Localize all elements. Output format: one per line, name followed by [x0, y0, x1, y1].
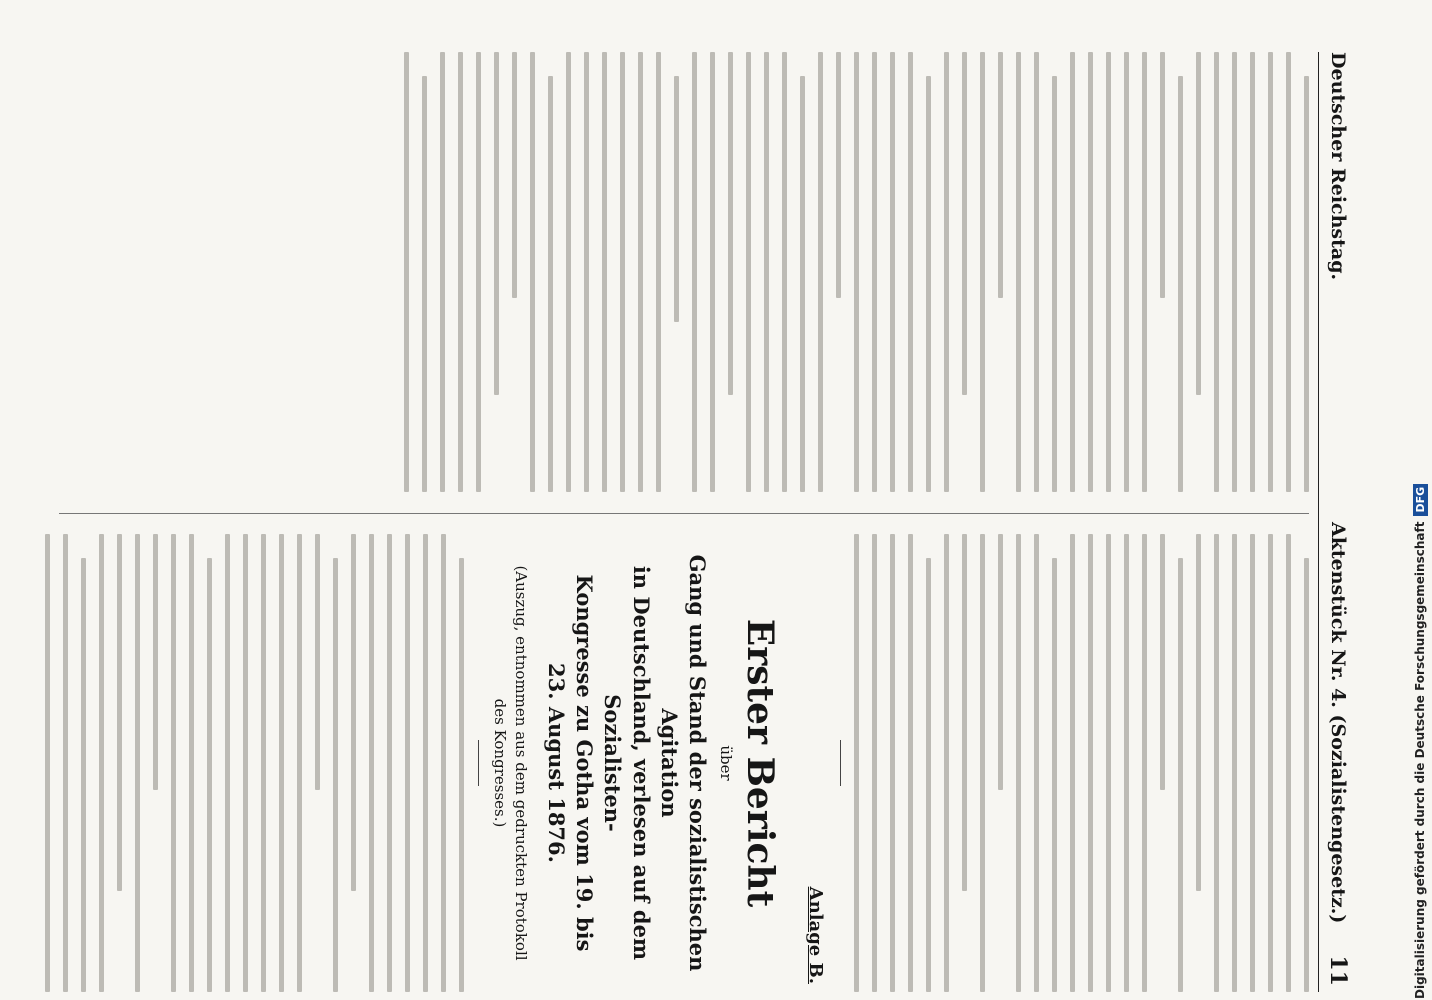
text-line	[1178, 558, 1183, 992]
text-line	[782, 52, 787, 492]
text-line	[1088, 52, 1093, 492]
text-line	[1034, 534, 1039, 992]
text-line	[441, 534, 446, 992]
text-line	[1196, 52, 1201, 395]
dfg-logo: DFG	[1413, 484, 1428, 516]
report-subtitle-line: Kongresse zu Gotha vom 19. bis	[572, 574, 598, 952]
text-line	[63, 534, 68, 992]
section-divider	[840, 740, 841, 786]
text-line	[854, 52, 859, 492]
text-line	[1142, 534, 1147, 992]
text-line	[908, 534, 913, 992]
right-column	[59, 534, 1309, 992]
body-text-block	[854, 534, 1309, 992]
text-line	[854, 534, 859, 992]
digitization-credit-text: Digitalisierung gefördert durch die Deutsche Forschungsgemeinschaft	[1413, 521, 1427, 999]
text-line	[566, 52, 571, 492]
text-line	[135, 534, 140, 992]
page-number: 11	[1325, 955, 1351, 986]
header-document-number: Aktenstück Nr. 4. (Sozialistengesetz.)	[1327, 522, 1349, 924]
text-line	[297, 534, 302, 992]
text-line	[944, 52, 949, 492]
text-line	[459, 558, 464, 992]
text-line	[890, 534, 895, 992]
text-line	[315, 534, 320, 790]
text-line	[962, 534, 967, 891]
header-rule	[1318, 52, 1319, 992]
text-line	[45, 534, 50, 992]
text-line	[728, 52, 733, 395]
text-line	[944, 534, 949, 992]
text-line	[926, 558, 931, 992]
text-line	[117, 534, 122, 891]
text-line	[225, 534, 230, 992]
running-header	[1319, 52, 1353, 992]
text-line	[692, 52, 697, 492]
report-subtitle-line: Gang und Stand der sozialistischen Agitation	[657, 554, 711, 972]
text-line	[81, 558, 86, 992]
text-line	[908, 52, 913, 492]
text-line	[207, 558, 212, 992]
report-source-note: (Auszug, entnommen aus dem gedruckten Protokoll des Kongresses.)	[491, 565, 531, 961]
section-divider	[478, 740, 479, 786]
text-line	[333, 558, 338, 992]
column-divider	[59, 513, 1309, 514]
report-connector: über	[717, 745, 736, 781]
left-column	[59, 52, 1309, 492]
text-line	[584, 52, 589, 492]
text-line	[1250, 52, 1255, 492]
text-line	[1034, 52, 1039, 492]
text-line	[872, 534, 877, 992]
text-line	[998, 52, 1003, 298]
text-line	[998, 534, 1003, 790]
appendix-label: Anlage B.	[805, 886, 826, 984]
text-line	[1070, 52, 1075, 492]
text-line	[620, 52, 625, 492]
text-line	[1142, 52, 1147, 492]
report-subtitle-line: in Deutschland, verlesen auf dem Sozialisten-	[600, 565, 654, 961]
text-line	[962, 52, 967, 395]
text-line	[351, 534, 356, 891]
text-line	[1052, 76, 1057, 492]
text-line	[1124, 534, 1129, 992]
text-line	[710, 52, 715, 492]
text-line	[1196, 534, 1201, 891]
text-line	[440, 52, 445, 492]
body-text-block	[45, 534, 464, 992]
text-line	[369, 534, 374, 992]
text-line	[926, 76, 931, 492]
text-line	[189, 534, 194, 992]
text-line	[818, 52, 823, 492]
text-line	[423, 534, 428, 992]
text-line	[404, 52, 409, 492]
text-line	[1268, 52, 1273, 492]
text-line	[980, 52, 985, 492]
text-line	[512, 52, 517, 298]
text-line	[1160, 534, 1165, 790]
text-line	[1304, 558, 1309, 992]
text-line	[1106, 534, 1111, 992]
body-text-block	[404, 52, 1309, 492]
header-title: Deutscher Reichstag.	[1327, 52, 1349, 281]
text-line	[422, 76, 427, 492]
text-line	[746, 52, 751, 492]
text-line	[1286, 52, 1291, 492]
text-line	[1232, 534, 1237, 992]
text-line	[171, 534, 176, 992]
text-line	[1160, 52, 1165, 298]
text-line	[153, 534, 158, 790]
document-page	[55, 52, 1353, 992]
text-line	[530, 52, 535, 492]
text-line	[1304, 76, 1309, 492]
text-line	[1124, 52, 1129, 492]
text-line	[638, 52, 643, 492]
text-line	[1268, 534, 1273, 992]
text-line	[476, 52, 481, 492]
text-line	[1106, 52, 1111, 492]
text-line	[548, 76, 553, 492]
text-line	[99, 534, 104, 992]
text-line	[800, 76, 805, 492]
text-line	[387, 534, 392, 992]
text-line	[836, 52, 841, 298]
text-line	[458, 52, 463, 492]
text-line	[279, 534, 284, 992]
digitization-credit	[1410, 0, 1430, 999]
text-line	[243, 534, 248, 992]
text-line	[1070, 534, 1075, 992]
text-line	[674, 76, 679, 322]
text-line	[602, 52, 607, 492]
text-line	[1214, 534, 1219, 992]
report-subtitle-line: 23. August 1876.	[543, 663, 569, 863]
text-line	[494, 52, 499, 395]
text-line	[872, 52, 877, 492]
text-line	[980, 534, 985, 992]
text-line	[405, 534, 410, 992]
text-line	[1286, 534, 1291, 992]
text-line	[764, 52, 769, 492]
text-line	[1232, 52, 1237, 492]
text-line	[1016, 52, 1021, 492]
text-line	[890, 52, 895, 492]
text-line	[261, 534, 266, 992]
text-line	[1178, 76, 1183, 492]
text-line	[1052, 558, 1057, 992]
text-line	[1214, 52, 1219, 492]
text-line	[1016, 534, 1021, 992]
text-line	[1250, 534, 1255, 992]
text-line	[656, 52, 661, 492]
text-line	[1088, 534, 1093, 992]
report-title: Erster Bericht	[739, 618, 781, 908]
